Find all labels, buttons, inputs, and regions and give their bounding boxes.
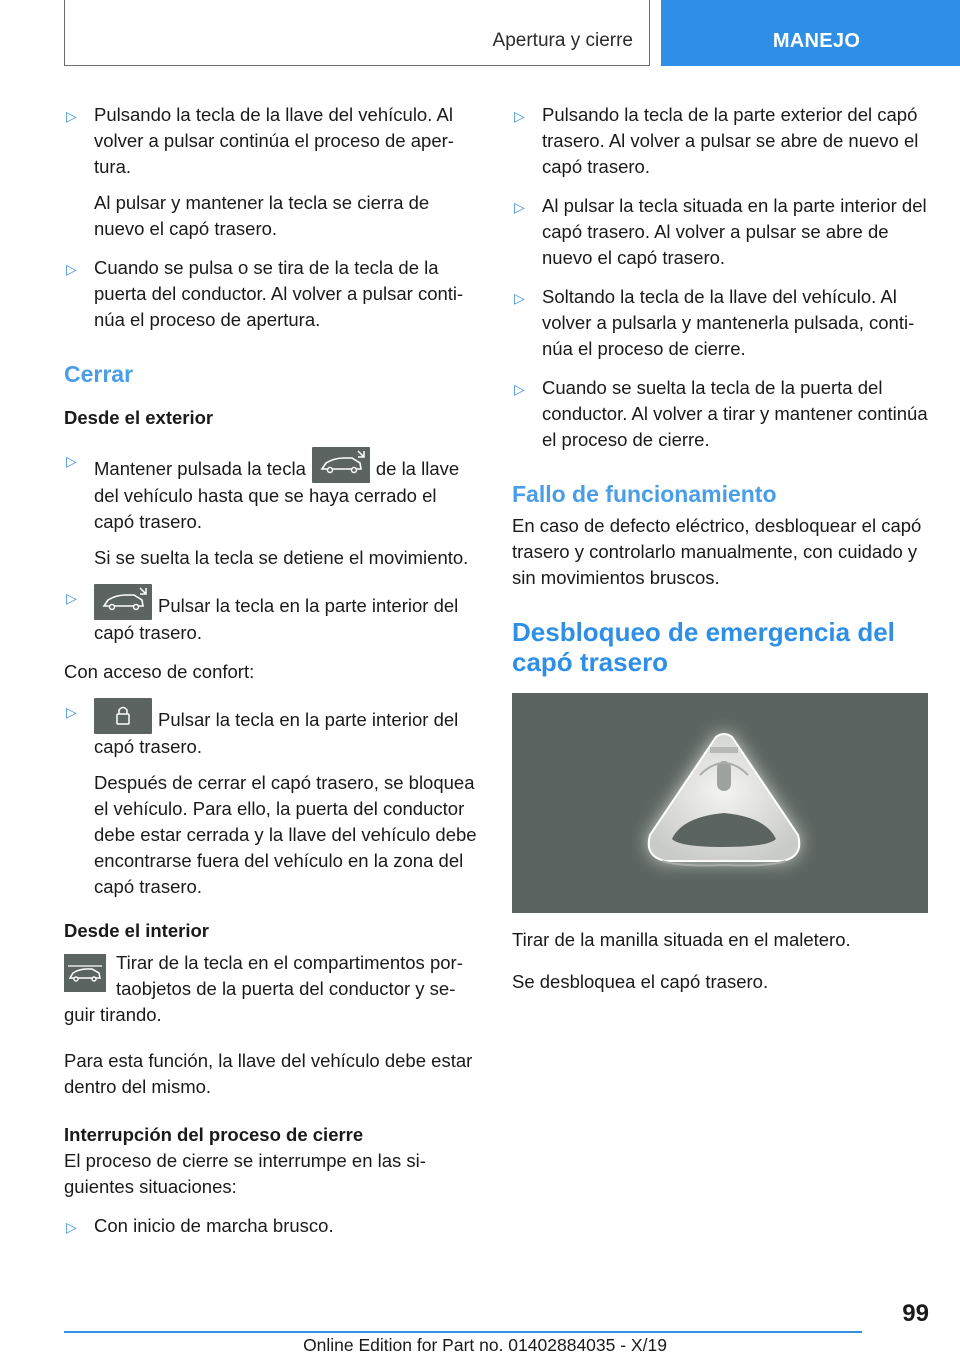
header-box xyxy=(64,0,650,66)
interior-note: Para esta función, la llave del vehículo debe estar dentro del mismo. xyxy=(64,1050,473,1097)
caption-2: Se desbloquea el capó trasero. xyxy=(512,971,769,992)
bullet-paragraph: Con inicio de marcha brusco. xyxy=(94,1215,334,1236)
list-item xyxy=(64,698,480,900)
bullet-triangle-icon: ▷ xyxy=(66,704,77,720)
padlock-icon xyxy=(94,698,152,734)
car-trunk-icon xyxy=(64,954,106,992)
fallo-text: En caso de defecto eléctrico, desbloquear el capó trasero y controlarlo manualmente, con cuidado y sin movimientos bruscos. xyxy=(512,515,922,588)
text-after-icon: de la llave del vehículo hasta que se haya cerrado el capó trasero. xyxy=(94,458,460,532)
bullet-paragraph xyxy=(94,584,480,646)
list-item xyxy=(64,1213,480,1239)
text-before-icon: Mantener pulsada la tecla xyxy=(94,458,306,479)
caption-1: Tirar de la manilla situada en el maletero. xyxy=(512,929,851,950)
page-number: 99 xyxy=(902,1300,929,1327)
list-item xyxy=(64,584,480,646)
bullet-triangle-icon: ▷ xyxy=(66,1219,77,1235)
bullet-paragraph: Después de cerrar el capó trasero, se bloquea el vehículo. Para ello, la puerta del conductor debe estar cerrada y la llave del vehículo debe encontrarse fuera del vehículo en la zona del capó trasero. xyxy=(94,772,477,897)
right-column xyxy=(512,102,928,1008)
car-trunk-icon xyxy=(312,447,370,483)
list-item xyxy=(512,375,928,453)
bullet-triangle-icon: ▷ xyxy=(66,590,77,606)
subheading-interior: Desde el interior xyxy=(64,920,209,941)
bullet-paragraph: Cuando se suelta la tecla de la puerta del conductor. Al volver a tirar y mantener continúa el proceso de cierre. xyxy=(542,377,928,450)
list-item xyxy=(64,255,480,333)
interior-text: Tirar de la tecla en el compartimentos portaobjetos de la puerta del conductor y seguir tirando. xyxy=(64,952,463,1025)
interrupt-text: El proceso de cierre se interrumpe en las siguientes situaciones: xyxy=(64,1150,426,1197)
chapter-tab[interactable] xyxy=(661,0,960,66)
list-item xyxy=(512,102,928,180)
bullet-triangle-icon: ▷ xyxy=(66,108,77,124)
bullet-paragraph: Pulsando la tecla de la parte exterior del capó trasero. Al volver a pulsar se abre de nuevo el capó trasero. xyxy=(542,104,919,177)
bullet-triangle-icon: ▷ xyxy=(514,199,525,215)
bullet-paragraph: Al pulsar la tecla situada en la parte interior del capó trasero. Al volver a pulsar se abre de nuevo el capó trasero. xyxy=(542,195,927,268)
bullet-triangle-icon: ▷ xyxy=(66,453,77,469)
bullet-paragraph xyxy=(94,698,480,760)
list-item xyxy=(64,102,480,242)
chapter-tab-label: MANEJO xyxy=(772,30,861,52)
section-heading-fallo: Fallo de funcionamiento xyxy=(512,481,777,507)
left-column xyxy=(64,102,480,1252)
bullet-triangle-icon: ▷ xyxy=(514,290,525,306)
bullet-paragraph: Al pulsar y mantener la tecla se cierra de nuevo el capó trasero. xyxy=(94,192,430,239)
car-trunk-icon xyxy=(94,584,152,620)
list-item xyxy=(64,447,480,571)
bullet-paragraph: Si se suelta la tecla se detiene el movimiento. xyxy=(94,547,469,568)
section-title: Apertura y cierre xyxy=(492,30,633,51)
bullet-paragraph xyxy=(94,447,480,535)
bullet-text: Pulsar la tecla en la parte interior del capó trasero. xyxy=(94,709,459,757)
section-heading-emergencia: Desbloqueo de emergencia del capó trasero xyxy=(512,617,895,677)
bullet-paragraph: Cuando se pulsa o se tira de la tecla de la puerta del conductor. Al volver a pulsar continúa el proceso de apertura. xyxy=(94,257,464,330)
list-item xyxy=(512,284,928,362)
subheading-exterior: Desde el exterior xyxy=(64,407,214,428)
footer-divider xyxy=(64,1331,862,1333)
edition-note: Online Edition for Part no. 01402884035 - X/19 xyxy=(303,1335,667,1355)
section-heading-cerrar: Cerrar xyxy=(64,361,134,387)
subheading-interrupt: Interrupción del proceso de cierre xyxy=(64,1124,364,1145)
bullet-triangle-icon: ▷ xyxy=(66,261,77,277)
bullet-paragraph: Soltando la tecla de la llave del vehículo. Al volver a pulsarla y mantenerla pulsada, continúa el proceso de cierre. xyxy=(542,286,915,359)
bullet-text: Pulsar la tecla en la parte interior del capó trasero. xyxy=(94,595,459,643)
bullet-triangle-icon: ▷ xyxy=(514,108,525,124)
interior-paragraph xyxy=(64,950,480,1028)
bullet-paragraph: Pulsando la tecla de la llave del vehículo. Al volver a pulsar continúa el proceso de apertura. xyxy=(94,104,454,177)
bullet-triangle-icon: ▷ xyxy=(514,381,525,397)
list-item xyxy=(512,193,928,271)
confort-label: Con acceso de confort: xyxy=(64,661,255,682)
emergency-handle-image xyxy=(512,693,928,913)
